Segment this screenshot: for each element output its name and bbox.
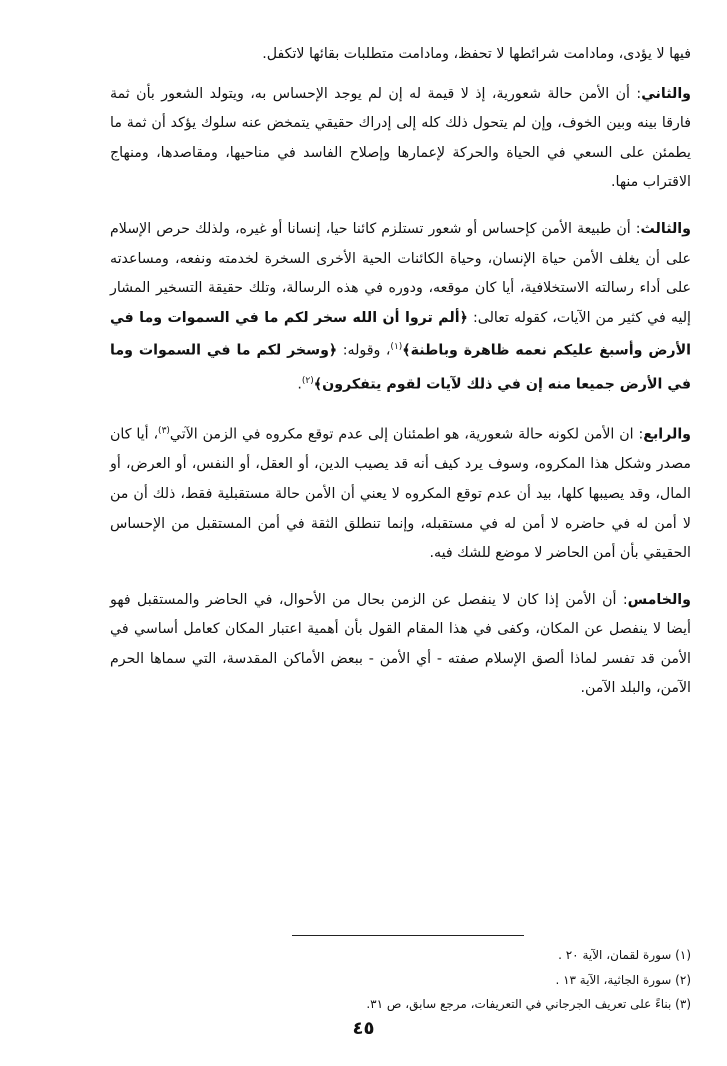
footnote-2: (٢) سورة الجاثية، الآية ١٣ . [555,972,691,987]
page-number: ٤٥ [352,1018,375,1039]
footnote-divider [292,935,524,936]
body-text [110,40,691,721]
continuation-paragraph [110,40,691,70]
paragraph-third-mid: ، وقوله: [337,343,391,360]
footnote-ref-1: (١) [390,342,403,353]
quran-quote-2: ﴿وسخر لكم ما في السموات وما في الأرض جميعا منه إن في ذلك لآيات لقوم يتفكرون﴾ [110,343,691,393]
quran-quote-1: ﴿ألم تروا أن الله سخر لكم ما في السموات وما في الأرض وأسبغ عليكم نعمه ظاهرة وباطنة﴾ [110,309,691,360]
paragraph-fourth-text-2: ، أيا كان مصدر وشكل هذا المكروه، وسوف يرد كيف أنه قد يصيب الدين، أو العقل، أو النفس، أو العرض، أو المال، وقد يصيبها كلها، بيد أن عدم توقع المكروه لا يعني أن الأمن حالة مستقبلية فقط، ذلك أن من لا أمن له في حاضره لا أمن له في مستقبله، وإنما تنطلق الثقة في أمن المستقبل من الإحساس الحقيقي بأن أمن الحاضر لا موضع للشك فيه. [110,426,691,562]
paragraph-second-text: : أن الأمن حالة شعورية، إذ لا قيمة له إن لم يوجد الإحساس به، ويتولد الشعور بأن ثمة فارقا بينه وبين الخوف، وإن لم يتحول ذلك كله إلى إدراك حقيقي يتمخض عنه سلوك يؤكد أن ثمة ما يطمئن على السعي في الحياة والحركة لإعمارها وإصلاح الفاسد في مناحيها، ومقاصدها، ومنهاج الاقتراب منها. [110,85,691,191]
continuation-text: فيها لا يؤدى، ومادامت شرائطها لا تحفظ، ومادامت متطلبات بقائها لاتكفل. [262,46,691,62]
footnote-ref-3: (٣) [158,426,170,436]
paragraph-fourth-label: والرابع [643,426,691,443]
paragraph-second-label: والثاني [641,85,691,102]
footnotes [300,943,691,1017]
paragraph-third-end: . [297,376,302,393]
paragraph-third-label: والثالث [640,220,691,237]
footnote-3: (٣) بناءً على تعريف الجرجاني في التعريفات، مرجع سابق، ص ٣١. [366,997,691,1011]
paragraph-second [110,80,691,198]
paragraph-third [110,215,691,400]
footnote-ref-2: (٢) [301,375,314,386]
paragraph-third-text: : أن طبيعة الأمن كإحساس أو شعور تستلزم كائنا حيا، إنسانا أو غيره، ولذلك حرص الإسلام على أن يغلف الأمن حياة الإنسان، وحياة الكائنات الحية الأخرى السخرة لخدمته ونفعه، ومساعدته على أداء رسالته الاستخلافية، أيا كان موقعه، ودوره في هذه الرسالة، وتلك حقيقة التسخير المشار إليه في كثير من الآيات، كقوله تعالى: [110,220,691,326]
footnote-1: (١) سورة لقمان، الآية ٢٠ . [558,948,691,962]
paragraph-fourth-text-1: : ان الأمن لكونه حالة شعورية، هو اطمئنان إلى عدم توقع مكروه في الزمن الآتي [169,426,644,443]
paragraph-fifth-text: : أن الأمن إذا كان لا ينفصل عن الزمن بحال من الأحوال، في الحاضر والمستقبل فهو أيضا لا ينفصل عن المكان، وكفى في هذا المقام القول بأن أهمية اعتبار المكان كعامل أساسي في الأمن قد تفسر لماذا ألصق الإسلام صفته - أي الأمن - ببعض الأماكن المقدسة، التي سماها الحرم الآمن، والبلد الآمن. [110,591,691,697]
paragraph-fifth-label: والخامس [627,591,691,608]
paragraph-fourth [110,417,691,569]
paragraph-fifth [110,586,691,704]
